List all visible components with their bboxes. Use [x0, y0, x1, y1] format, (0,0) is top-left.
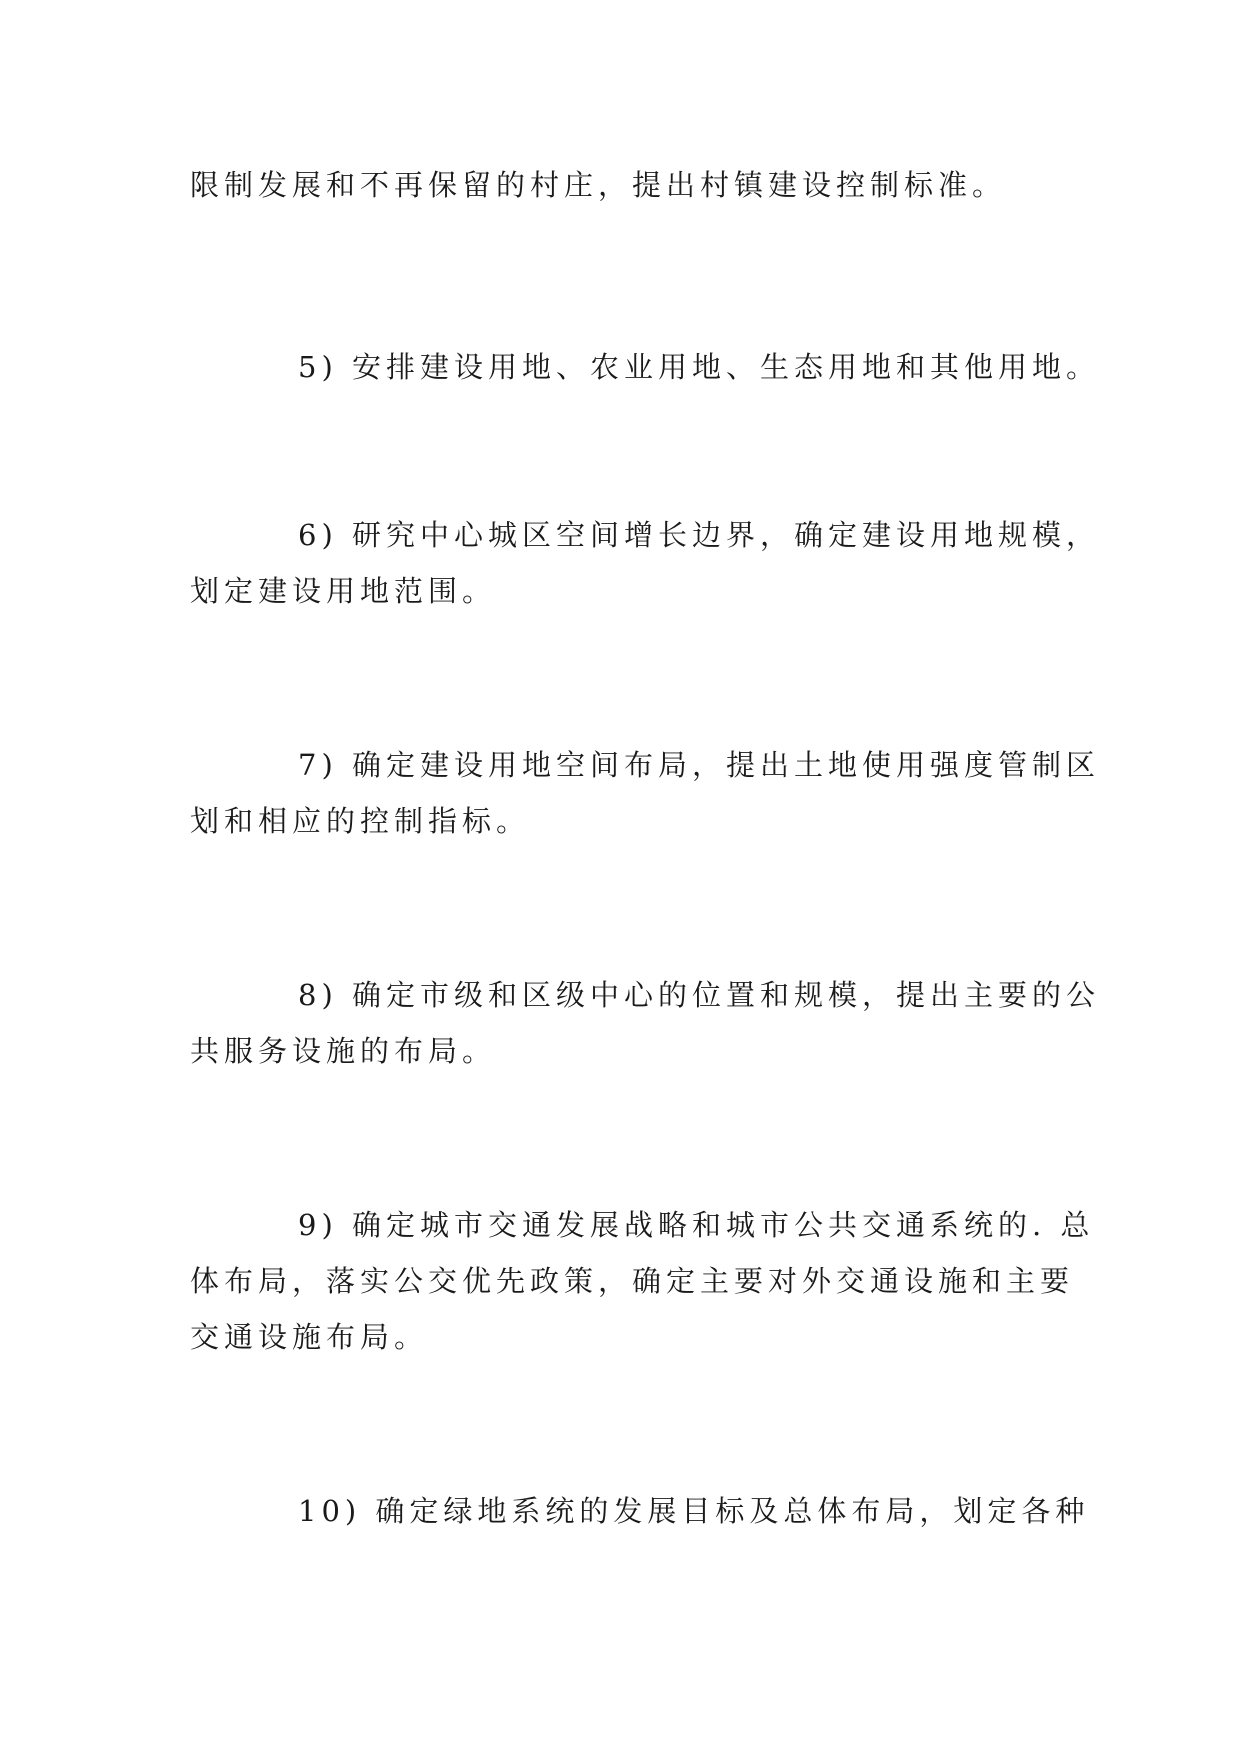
list-item-9-line-3: 交通设施布局。 [190, 1320, 429, 1354]
list-item-6-line-1: 6) 研究中心城区空间增长边界，确定建设用地规模， [298, 518, 1100, 552]
list-item-9-line-1: 9) 确定城市交通发展战略和城市公共交通系统的. 总 [298, 1208, 1095, 1242]
list-item-10-line-1: 10) 确定绿地系统的发展目标及总体布局，划定各种 [298, 1494, 1090, 1528]
list-item-5: 5) 安排建设用地、农业用地、生态用地和其他用地。 [298, 350, 1100, 384]
list-item-7-line-2: 划和相应的控制指标。 [190, 804, 531, 838]
list-item-8-line-2: 共服务设施的布局。 [190, 1034, 497, 1068]
list-item-9-line-2: 体布局，落实公交优先政策，确定主要对外交通设施和主要 [190, 1264, 1075, 1298]
list-item-7-line-1: 7) 确定建设用地空间布局，提出土地使用强度管制区 [298, 748, 1100, 782]
text-line-1: 限制发展和不再保留的村庄，提出村镇建设控制标准。 [190, 168, 1007, 202]
list-item-6-line-2: 划定建设用地范围。 [190, 574, 497, 608]
list-item-8-line-1: 8) 确定市级和区级中心的位置和规模，提出主要的公 [298, 978, 1100, 1012]
